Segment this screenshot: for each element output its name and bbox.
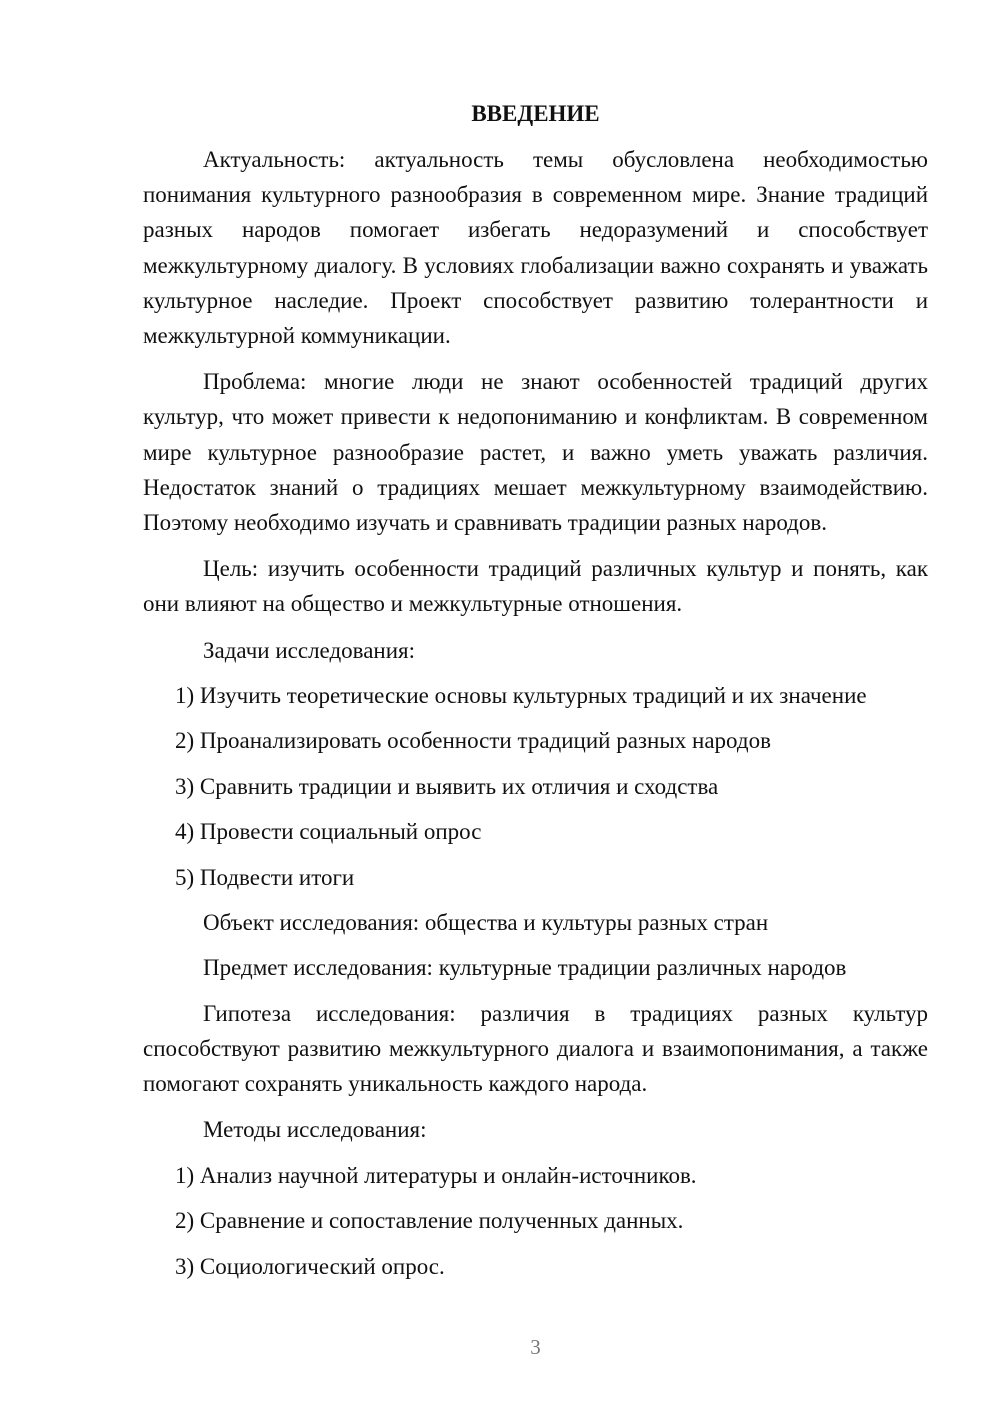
method-item: 3) Социологический опрос. [175,1253,445,1279]
methods-label: Методы исследования: [203,1117,427,1143]
tasks-label: Задачи исследования: [203,637,416,663]
method-item: 2) Сравнение и сопоставление полученных данных. [175,1208,684,1234]
hypothesis-paragraph: Гипотеза исследования: различия в традициях разных культур способствуют развитию межкультурного диалога и взаимопонимания, а также помогают сохранять уникальность каждого народа. [143,1000,928,1097]
task-item: 5) Подвести итоги [175,864,355,890]
page-number: 3 [530,1335,541,1359]
task-item: 2) Проанализировать особенности традиций разных народов [175,728,771,754]
document-page [143,96,928,1294]
object-line: Объект исследования: общества и культуры разных стран [203,909,769,935]
goal-paragraph: Цель: изучить особенности традиций различных культур и понять, как они влияют на общество и межкультурные отношения. [143,556,928,617]
task-item: 1) Изучить теоретические основы культурных традиций и их значение [175,683,867,709]
subject-line: Предмет исследования: культурные традиции различных народов [203,955,847,981]
task-item: 4) Провести социальный опрос [175,819,482,845]
section-heading: ВВЕДЕНИЕ [471,101,600,126]
relevance-paragraph: Актуальность: актуальность темы обусловлена необходимостью понимания культурного разнообразия в современном мире. Знание традиций разных народов помогает избегать недоразумений и способствует межкультурному диалогу. В условиях глобализации важно сохранять и уважать культурное наследие. Проект способствует развитию толерантности и межкультурной коммуникации. [143,147,928,349]
method-item: 1) Анализ научной литературы и онлайн-источников. [175,1162,697,1188]
task-item: 3) Сравнить традиции и выявить их отличия и сходства [175,773,719,799]
problem-paragraph: Проблема: многие люди не знают особенностей традиций других культур, что может привести к недопониманию и конфликтам. В современном мире культурное разнообразие растет, и важно уметь уважать различия. Недостаток знаний о традициях мешает межкультурному взаимодействию. Поэтому необходимо изучать и сравнивать традиции разных народов. [143,369,928,536]
